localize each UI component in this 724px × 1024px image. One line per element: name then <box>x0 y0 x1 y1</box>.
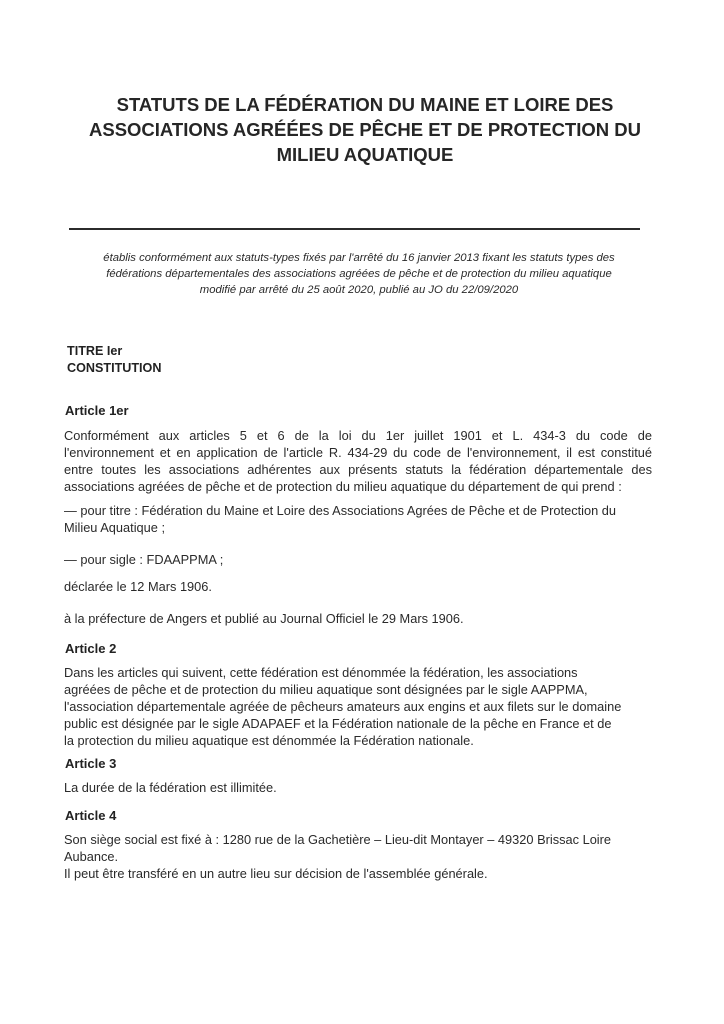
subtitle-line-2: fédérations départementales des associations agréées de pêche et de protection du milieu aquatique <box>106 268 612 280</box>
article-1-p1-line-3: entre toutes les associations adhérentes aux présents statuts la fédération départementale des <box>64 462 652 477</box>
article-3-heading: Article 3 <box>65 756 117 771</box>
article-4-line-2: Aubance. <box>64 849 119 864</box>
article-4-heading: Article 4 <box>65 808 117 823</box>
article-2-line-2: agréées de pêche et de protection du milieu aquatique sont désignées par le sigle AAPPMA, <box>64 682 588 697</box>
article-4-line-1: Son siège social est fixé à : 1280 rue de la Gachetière – Lieu-dit Montayer – 49320 Brissac Loire <box>64 832 612 847</box>
section-title-number: TITRE Ier <box>67 344 123 358</box>
section-title <box>67 343 161 377</box>
article-1-p2-line-2: Milieu Aquatique ; <box>64 520 166 535</box>
document-subtitle <box>70 250 648 298</box>
subtitle-line-3: modifié par arrêté du 25 août 2020, publié au JO du 22/09/2020 <box>199 284 519 296</box>
article-2-line-3: l'association départementale agréée de pêcheurs amateurs aux engins et aux filets sur le domaine <box>64 699 622 714</box>
title-divider <box>69 228 640 230</box>
article-1-p2-line-1: — pour titre : Fédération du Maine et Loire des Associations Agrées de Pêche et de Protection du <box>64 503 617 518</box>
article-2-paragraph <box>64 664 652 749</box>
article-1-paragraph-4: déclarée le 12 Mars 1906. <box>64 579 212 594</box>
article-2-line-1: Dans les articles qui suivent, cette fédération est dénommée la fédération, les associations <box>64 665 578 680</box>
article-3-paragraph: La durée de la fédération est illimitée. <box>64 780 277 795</box>
subtitle-line-1: établis conformément aux statuts-types fixés par l'arrêté du 16 janvier 2013 fixant les statuts types des <box>103 252 615 264</box>
title-line-3: MILIEU AQUATIQUE <box>276 144 454 165</box>
article-1-heading: Article 1er <box>65 403 129 418</box>
title-line-1: STATUTS DE LA FÉDÉRATION DU MAINE ET LOIRE DES <box>116 94 614 115</box>
article-1-paragraph-5: à la préfecture de Angers et publié au Journal Officiel le 29 Mars 1906. <box>64 611 464 626</box>
article-1-p1-line-2: l'environnement et en application de l'article R. 434-29 du code de l'environnement, il est constitué <box>64 445 652 460</box>
article-2-line-4: public est désignée par le sigle ADAPAEF et la Fédération nationale de la pêche en France et de <box>64 716 612 731</box>
article-2-heading: Article 2 <box>65 641 117 656</box>
article-1-paragraph-2 <box>64 502 652 536</box>
article-4-paragraph <box>64 831 652 882</box>
article-1-paragraph-1 <box>64 427 652 495</box>
article-1-paragraph-3: — pour sigle : FDAAPPMA ; <box>64 552 224 567</box>
section-title-name: CONSTITUTION <box>67 361 162 375</box>
document-title <box>60 92 670 167</box>
article-2-line-5: la protection du milieu aquatique est dénommée la Fédération nationale. <box>64 733 474 748</box>
article-1-p1-line-4: associations agréées de pêche et de protection du milieu aquatique du département de qui prend : <box>64 479 622 494</box>
title-line-2: ASSOCIATIONS AGRÉÉES DE PÊCHE ET DE PROTECTION DU <box>89 119 641 140</box>
article-4-line-3: Il peut être transféré en un autre lieu sur décision de l'assemblée générale. <box>64 866 488 881</box>
article-1-p1-line-1: Conformément aux articles 5 et 6 de la loi du 1er juillet 1901 et L. 434-3 du code de <box>64 428 652 443</box>
